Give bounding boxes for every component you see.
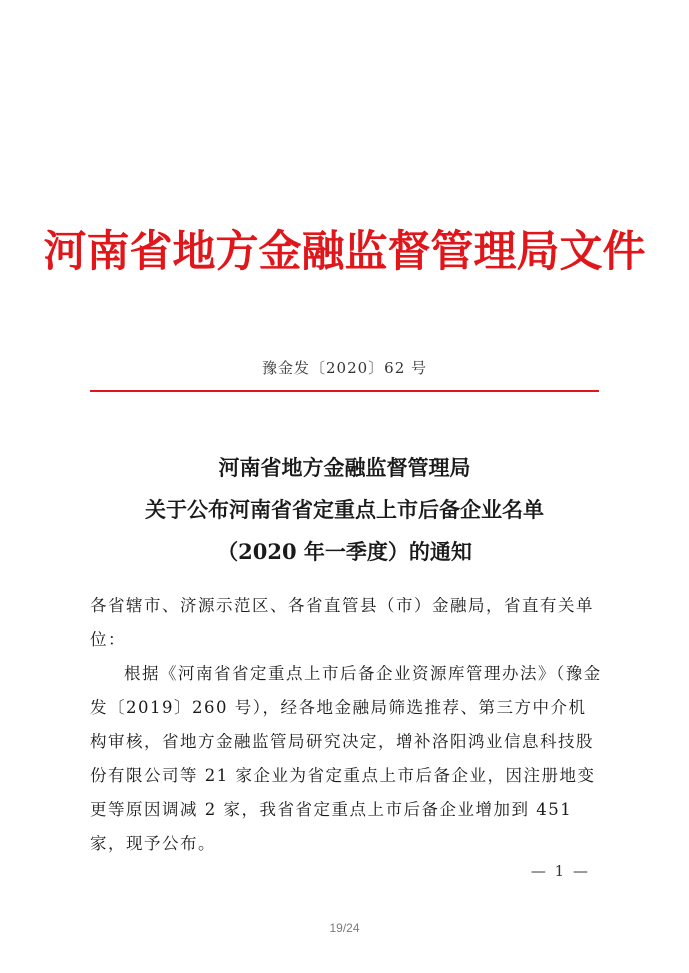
issuer-title: 河南省地方金融监督管理局文件 xyxy=(43,227,646,277)
page-number: — 1 — xyxy=(530,862,590,880)
document-number: 豫金发〔2020〕62 号 xyxy=(261,359,428,377)
notice-title xyxy=(0,447,689,573)
notice-title-line-1: 河南省地方金融监督管理局 xyxy=(218,455,471,480)
addressee: 各省辖市、济源示范区、各省直管县（市）金融局，省直有关单位： xyxy=(90,596,594,649)
red-header-rule xyxy=(90,390,599,392)
body-paragraph xyxy=(90,657,602,861)
notice-title-line-2: 关于公布河南省省定重点上市后备企业名单 xyxy=(145,497,544,522)
notice-title-line-3: （2020 年一季度）的通知 xyxy=(217,539,472,564)
pdf-page-indicator: 19/24 xyxy=(329,921,360,935)
body-paragraph-text: 根据《河南省省定重点上市后备企业资源库管理办法》（豫金发〔2019〕260 号），经各地金融局筛选推荐、第三方中介机构审核，省地方金融监管局研究决定，增补洛阳鸿业信息科技股份有限公司等 21 家企业为省定重点上市后备企业，因注册地变更等原因调减 2 家，我省省定重点上市后备企业增加到 451 家，现予公布。 xyxy=(90,664,602,853)
